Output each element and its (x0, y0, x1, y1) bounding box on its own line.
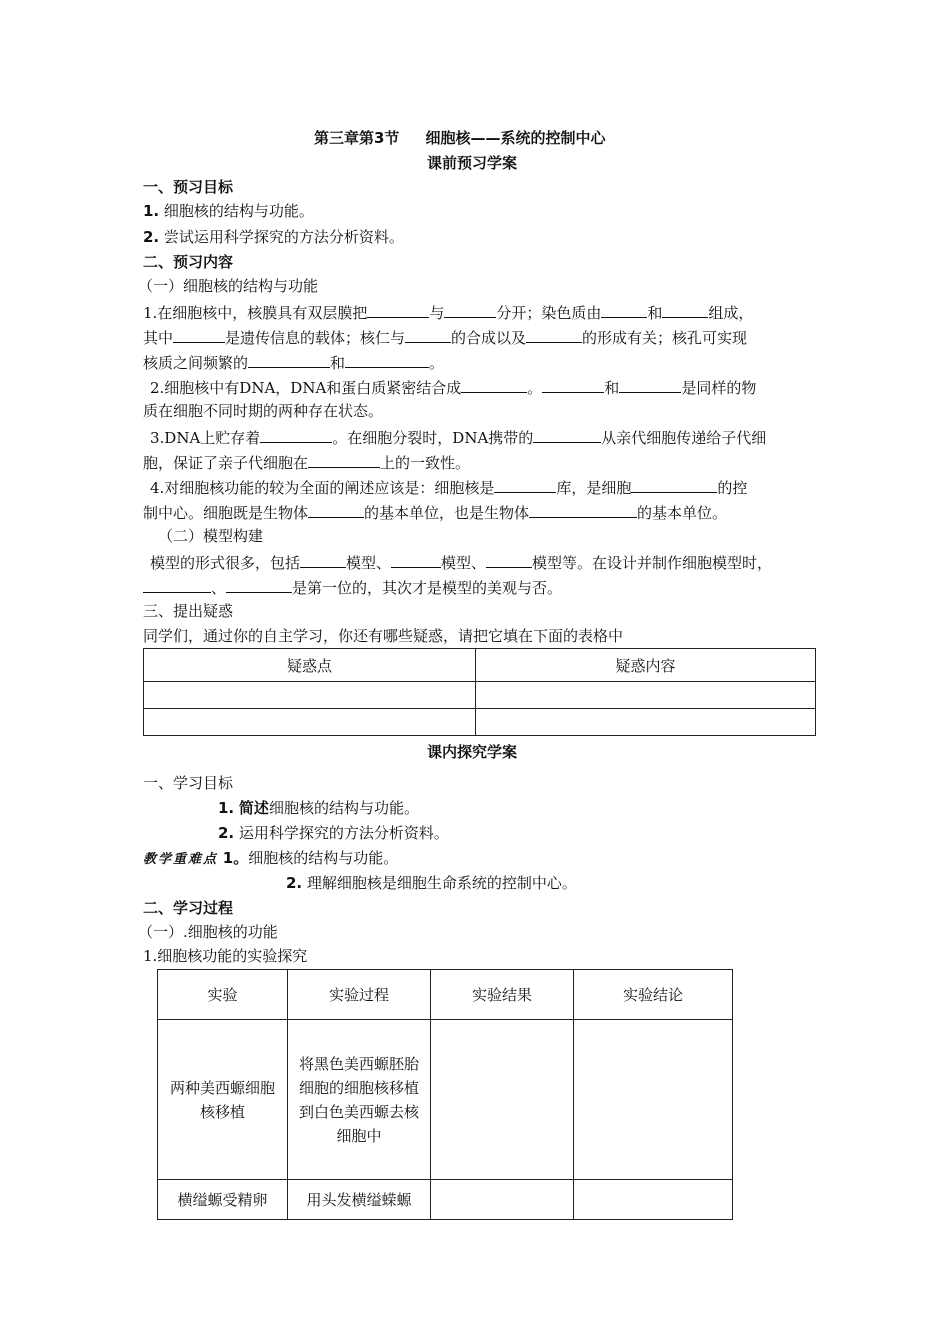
blank[interactable] (260, 426, 332, 443)
model-line-2: 、 是第一位的，其次才是模型的美观与否。 (143, 576, 562, 598)
experiment-table (157, 969, 733, 1220)
question-1-line-2: 其中 是遗传信息的载体；核仁与 的合成以及 的形成有关；核孔可实现 (143, 326, 747, 348)
experiment-result-cell[interactable] (431, 1180, 574, 1220)
question-1-line-3: 核质之间频繁的 和 。 (143, 351, 444, 373)
blank[interactable] (601, 301, 647, 318)
doubt-table-row (144, 709, 816, 736)
process-sub-1: （一）.细胞核的功能 (138, 923, 278, 941)
inclass-goal-2: 2. 运用科学探究的方法分析资料。 (218, 824, 449, 842)
blank[interactable] (494, 476, 556, 493)
blank[interactable] (461, 376, 527, 393)
preview-sub-1: （一）细胞核的结构与功能 (138, 277, 319, 295)
chapter-title (314, 127, 605, 148)
question-2-line-1: 2.细胞核中有DNA，DNA和蛋白质紧密结合成 。 和 是同样的物 (150, 376, 756, 398)
experiment-name: 横缢螈受精卵 (158, 1180, 288, 1220)
question-3-line-2: 胞，保证了亲子代细胞在 上的一致性。 (143, 451, 470, 473)
blank[interactable] (367, 301, 429, 318)
experiment-row-1 (158, 1020, 733, 1180)
blank[interactable] (391, 551, 441, 568)
key-points-line-1: 教学重难点 1。细胞核的结构与功能。 (143, 849, 399, 867)
doubt-table-cell[interactable] (144, 709, 476, 736)
question-4-line-1: 4.对细胞核功能的较为全面的阐述应该是：细胞核是 库，是细胞 的控 (150, 476, 747, 498)
blank[interactable] (529, 501, 637, 518)
inclass-heading: 课内探究学案 (427, 743, 518, 761)
key-points-label: 教学重难点 (143, 852, 219, 867)
question-4-line-2: 制中心。细胞既是生物体 的基本单位，也是生物体 的基本单位。 (143, 501, 727, 523)
inclass-goals-heading: 一、学习目标 (143, 774, 234, 792)
blank[interactable] (662, 301, 708, 318)
question-2-line-2: 质在细胞不同时期的两种存在状态。 (143, 402, 384, 420)
experiment-process: 将黑色美西螈胚胎细胞的细胞核移植到白色美西螈去核细胞中 (288, 1020, 431, 1180)
process-heading: 二、学习过程 (143, 899, 234, 917)
blank[interactable] (444, 301, 496, 318)
header-conclusion: 实验结论 (574, 970, 733, 1020)
blank[interactable] (248, 351, 330, 368)
blank[interactable] (143, 576, 211, 593)
blank[interactable] (308, 501, 364, 518)
doubt-heading: 三、提出疑惑 (143, 602, 234, 620)
preview-goals-heading: 一、预习目标 (143, 178, 234, 196)
key-points-line-2: 2. 理解细胞核是细胞生命系统的控制中心。 (286, 874, 577, 892)
experiment-intro: 1.细胞核功能的实验探究 (143, 947, 308, 965)
experiment-conclusion-cell[interactable] (574, 1180, 733, 1220)
preview-goal-1: 1. 细胞核的结构与功能。 (143, 202, 314, 220)
header-result: 实验结果 (431, 970, 574, 1020)
preview-heading: 课前预习学案 (427, 154, 518, 172)
blank[interactable] (486, 551, 532, 568)
header-experiment: 实验 (158, 970, 288, 1020)
blank[interactable] (300, 551, 346, 568)
preview-content-heading: 二、预习内容 (143, 253, 234, 271)
experiment-name: 两种美西螈细胞核移植 (158, 1020, 288, 1180)
doubt-table-header-point: 疑惑点 (144, 649, 476, 682)
experiment-table-header-row (158, 970, 733, 1020)
doubt-table-cell[interactable] (476, 682, 816, 709)
blank[interactable] (173, 326, 225, 343)
experiment-process: 用头发横缢蝾螈 (288, 1180, 431, 1220)
question-1-line-1: 1.在细胞核中，核膜具有双层膜把 与 分开；染色质由 和 组成， (143, 301, 753, 323)
doubt-table-header-row (144, 649, 816, 682)
doubt-table-header-content: 疑惑内容 (476, 649, 816, 682)
model-line-1: 模型的形式很多，包括 模型、 模型、 模型等。在设计并制作细胞模型时， (150, 551, 772, 573)
header-process: 实验过程 (288, 970, 431, 1020)
experiment-row-2 (158, 1180, 733, 1220)
chapter-number: 第三章第3节 (314, 129, 400, 147)
doubt-instructions: 同学们，通过你的自主学习，你还有哪些疑惑，请把它填在下面的表格中 (143, 627, 624, 645)
blank[interactable] (308, 451, 380, 468)
doubt-table-cell[interactable] (476, 709, 816, 736)
blank[interactable] (631, 476, 717, 493)
blank[interactable] (405, 326, 451, 343)
doubt-table-row (144, 682, 816, 709)
blank[interactable] (345, 351, 429, 368)
blank[interactable] (542, 376, 604, 393)
blank[interactable] (526, 326, 582, 343)
question-3-line-1: 3.DNA上贮存着 。在细胞分裂时，DNA携带的 从亲代细胞传递给子代细 (150, 426, 766, 448)
experiment-result-cell[interactable] (431, 1020, 574, 1180)
doubt-table (143, 648, 816, 736)
doubt-table-cell[interactable] (144, 682, 476, 709)
blank[interactable] (226, 576, 292, 593)
preview-sub-2: （二）模型构建 (158, 527, 264, 545)
preview-goal-2: 2. 尝试运用科学探究的方法分析资料。 (143, 228, 404, 246)
blank[interactable] (533, 426, 601, 443)
experiment-conclusion-cell[interactable] (574, 1020, 733, 1180)
inclass-goal-1: 1. 简述细胞核的结构与功能。 (218, 799, 419, 817)
blank[interactable] (619, 376, 681, 393)
chapter-topic: 细胞核——系统的控制中心 (425, 129, 606, 147)
